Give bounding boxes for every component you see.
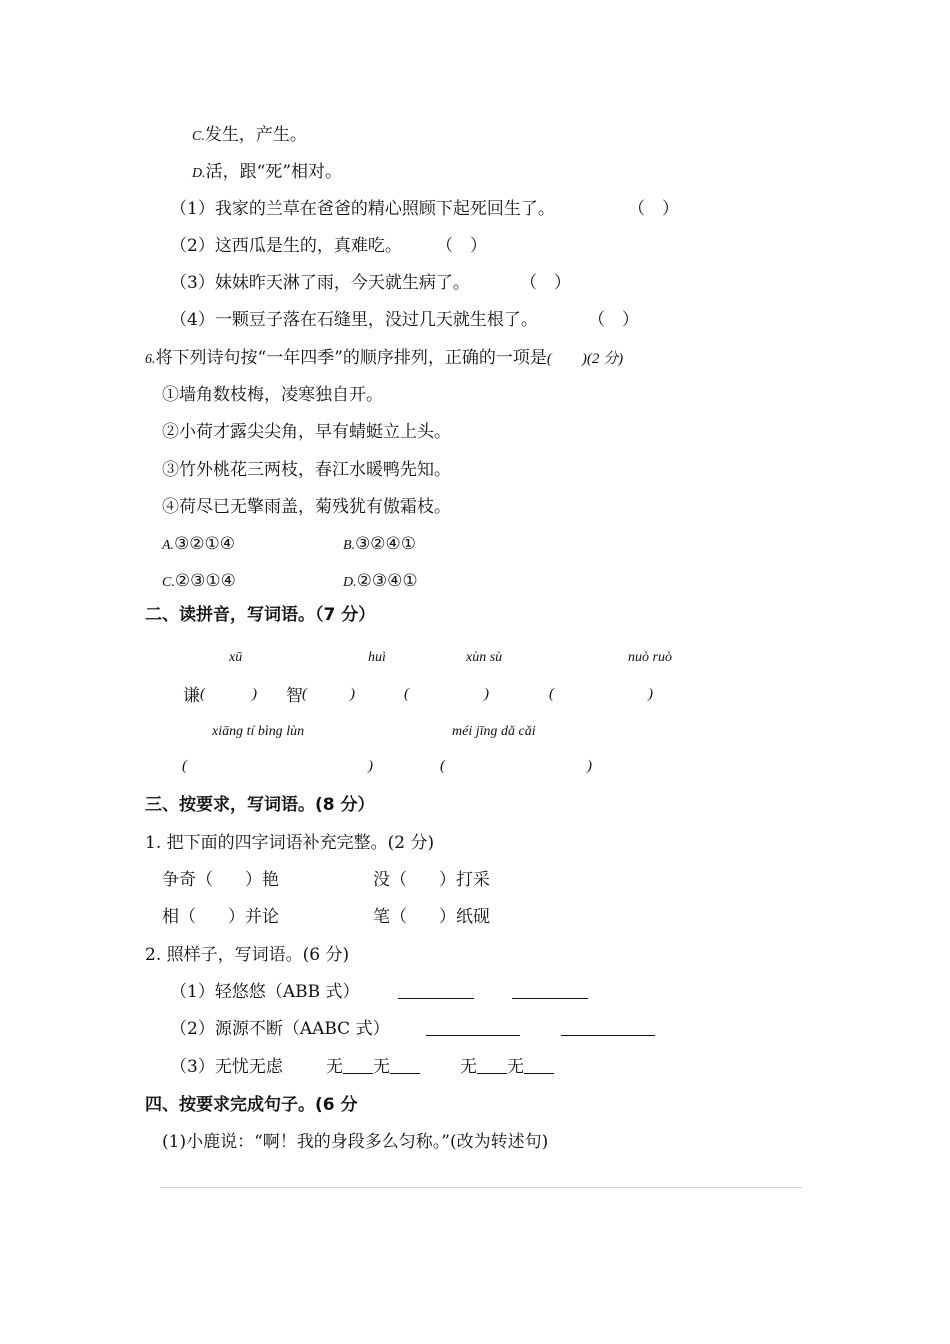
- q5-item-4: [170, 309, 538, 331]
- answer-paren[interactable]: （ ）: [520, 273, 571, 293]
- answer-line-abb-1[interactable]: [398, 981, 474, 1003]
- section-3-heading: 三、按要求，写词语。(8 分）: [145, 795, 375, 815]
- section-2-title: 二、读拼音，写词语。: [145, 605, 315, 625]
- poem-line-4: ④荷尽已无擎雨盖，菊残犹有傲霜枝。: [162, 497, 451, 517]
- poem-line-1: ①墙角数枝梅，凌寒独自开。: [162, 385, 383, 405]
- q5-item-1: [170, 198, 555, 220]
- idiom-part: 笔（: [373, 907, 407, 927]
- idiom-3[interactable]: [162, 906, 279, 928]
- answer-paren[interactable]: （ ）: [436, 236, 487, 256]
- idiom-1[interactable]: [162, 869, 279, 891]
- wu-pattern-2[interactable]: [460, 1056, 554, 1078]
- answer-line-aabc-1[interactable]: [426, 1018, 520, 1040]
- section-3-q2: 2. 照样子，写词语。(6 分): [145, 945, 350, 965]
- option-d-letter: D.: [192, 166, 206, 181]
- section-4-heading: 四、按要求完成句子。(6 分: [145, 1095, 358, 1115]
- answer-box-xiangti-open[interactable]: (: [182, 758, 187, 774]
- char-qian: 谦: [183, 686, 200, 706]
- answer-box-hui-open[interactable]: (: [302, 686, 307, 702]
- poem-line-3: ③竹外桃花三两枝，春江水暖鸭先知。: [162, 460, 451, 480]
- answer-box-xu-open[interactable]: (: [200, 686, 205, 702]
- q6-option-letter: D.: [343, 575, 357, 590]
- answer-paren[interactable]: （ ）: [588, 310, 639, 330]
- section-2-score: （7 分）: [315, 605, 376, 625]
- option-c-letter: C.: [192, 129, 205, 144]
- answer-line[interactable]: [160, 1187, 802, 1188]
- q5-item-2: [170, 235, 402, 257]
- q6-option-letter: C.: [162, 575, 175, 590]
- option-c-text: 发生，产生。: [204, 125, 307, 145]
- q6-question: [145, 347, 623, 371]
- pinyin-xu: xū: [229, 650, 243, 665]
- example-2: （2）源源不断（AABC 式）: [170, 1019, 390, 1039]
- q6-option-text: ③②④①: [355, 534, 417, 554]
- q5-item-3: [170, 272, 470, 294]
- q5-item-number: （4）: [170, 310, 215, 330]
- example-1: （1）轻悠悠（ABB 式）: [170, 982, 360, 1002]
- option-c: [192, 124, 307, 148]
- q5-item-text: 妹妹昨天淋了雨，今天就生病了。: [214, 273, 470, 293]
- option-d-text: 活，跟“死”相对。: [205, 162, 343, 182]
- answer-line-abb-2[interactable]: [512, 981, 588, 1003]
- answer-box-meijing-close[interactable]: ): [587, 758, 592, 774]
- q5-item-number: （1）: [170, 199, 215, 219]
- idiom-part: ）纸砚: [439, 907, 490, 927]
- q5-item-text: 这西瓜是生的，真难吃。: [214, 236, 402, 256]
- q5-item-number: （3）: [170, 273, 215, 293]
- q6-option-text: ③②①④: [174, 534, 236, 554]
- wu-char: 无: [507, 1057, 524, 1077]
- q6-option-letter: B.: [343, 538, 356, 553]
- pinyin-hui: huì: [368, 650, 386, 665]
- answer-box-xu-close[interactable]: ): [252, 686, 257, 702]
- pinyin-meijingdacai: méi jīnɡ dǎ cǎi: [452, 724, 536, 739]
- section-4-q1: (1)小鹿说：“啊！我的身段多么匀称。”(改为转述句): [162, 1132, 549, 1152]
- answer-box-hui-close[interactable]: ): [350, 686, 355, 702]
- answer-box-xunsu-close[interactable]: ): [484, 686, 489, 702]
- idiom-part: 没（: [373, 870, 407, 890]
- q5-item-number: （2）: [170, 236, 215, 256]
- char-zhi: 智: [286, 686, 303, 706]
- q6-option-text: ②③④①: [356, 571, 418, 591]
- idiom-4[interactable]: [373, 906, 490, 928]
- poem-line-2: ②小荷才露尖尖角，早有蜻蜓立上头。: [162, 422, 451, 442]
- q6-option-c[interactable]: [162, 570, 236, 594]
- q6-option-a[interactable]: [162, 533, 235, 557]
- q5-item-text: 一颗豆子落在石缝里，没过几天就生根了。: [214, 310, 538, 330]
- pinyin-nuoruo: nuò ruò: [628, 650, 672, 665]
- answer-box-nuoruo-close[interactable]: ): [648, 686, 653, 702]
- q6-answer-score[interactable]: ( )(2 分): [546, 351, 624, 367]
- answer-paren[interactable]: （ ）: [628, 199, 679, 219]
- example-3: （3）无忧无虑: [170, 1057, 283, 1077]
- option-d: [192, 161, 342, 185]
- idiom-part: 争奇（: [162, 870, 213, 890]
- q6-option-b[interactable]: [343, 533, 416, 557]
- q6-number: 6.: [145, 352, 156, 367]
- q6-option-d[interactable]: [343, 570, 418, 594]
- answer-line-aabc-2[interactable]: [561, 1018, 655, 1040]
- q6-option-text: ②③①④: [174, 571, 236, 591]
- idiom-part: 相（: [162, 907, 196, 927]
- idiom-2[interactable]: [373, 869, 490, 891]
- section-3-q1: 1. 把下面的四字词语补充完整。(2 分): [145, 833, 435, 853]
- q6-text: 将下列诗句按“一年四季”的顺序排列，正确的一项是: [155, 348, 547, 368]
- answer-box-nuoruo-open[interactable]: (: [549, 686, 554, 702]
- section-2-heading: [145, 604, 375, 626]
- answer-box-xiangti-close[interactable]: ): [368, 758, 373, 774]
- idiom-part: ）打采: [439, 870, 490, 890]
- idiom-part: ）并论: [228, 907, 279, 927]
- pinyin-xunsu: xùn sù: [466, 650, 503, 665]
- answer-box-xunsu-open[interactable]: (: [404, 686, 409, 702]
- pinyin-xiangtibinglun: xiānɡ tí bìnɡ lùn: [212, 724, 305, 739]
- wu-pattern-1[interactable]: [326, 1056, 420, 1078]
- q5-item-text: 我家的兰草在爸爸的精心照顾下起死回生了。: [214, 199, 555, 219]
- idiom-part: ）艳: [245, 870, 279, 890]
- wu-char: 无: [373, 1057, 390, 1077]
- answer-box-meijing-open[interactable]: (: [440, 758, 445, 774]
- wu-char: 无: [326, 1057, 343, 1077]
- wu-char: 无: [460, 1057, 477, 1077]
- q6-option-letter: A.: [162, 538, 175, 553]
